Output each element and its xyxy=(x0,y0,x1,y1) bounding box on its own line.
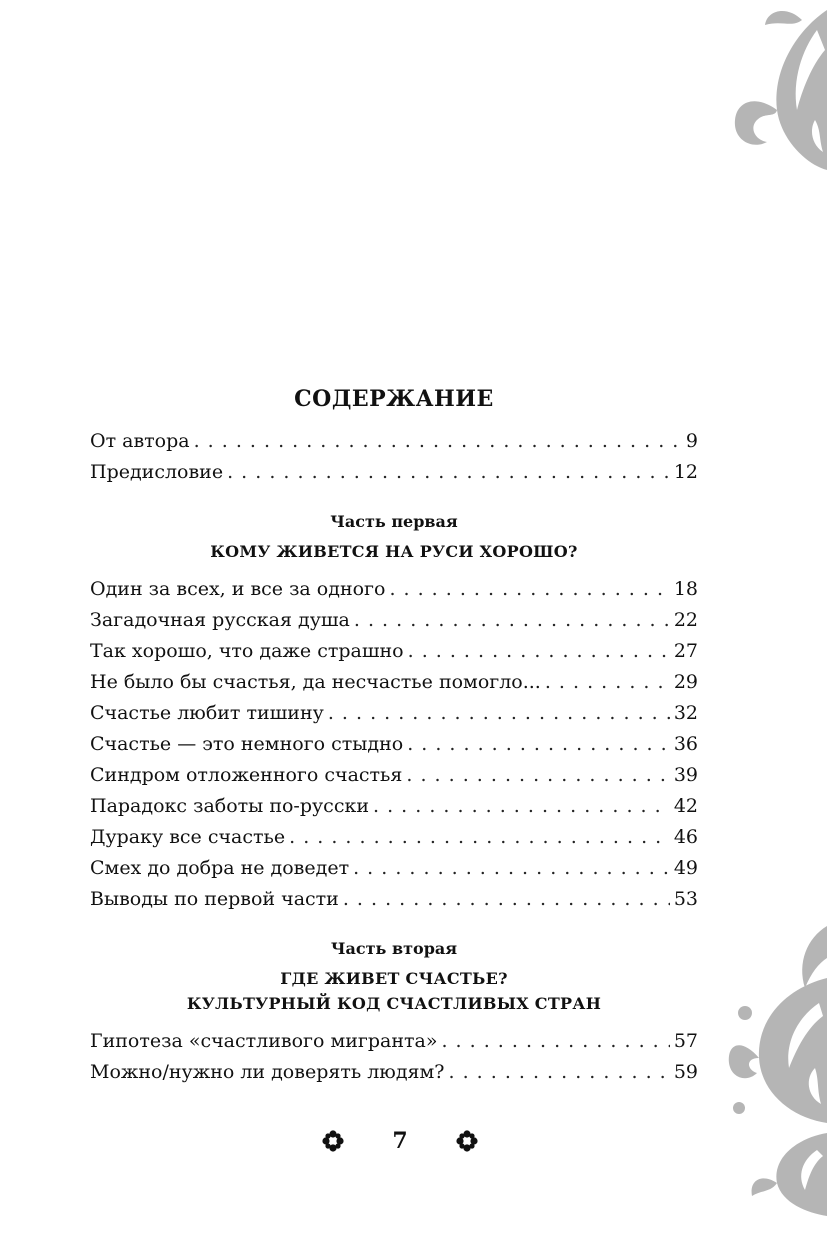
dot-leader xyxy=(449,1061,670,1083)
flower-icon xyxy=(322,1130,344,1152)
toc-entry-page: 9 xyxy=(685,430,698,452)
toc-entry-title: Парадокс заботы по-русски xyxy=(90,795,370,817)
toc-entry-page: 39 xyxy=(673,764,698,786)
part-label: Часть вторая xyxy=(330,939,458,958)
toc-entry-title: Счастье — это немного стыдно xyxy=(90,733,404,755)
toc-entry[interactable] xyxy=(90,1030,698,1061)
toc-entry[interactable] xyxy=(90,733,698,764)
toc-entry-page: 27 xyxy=(673,640,698,662)
toc-entry-title: Предисловие xyxy=(90,461,224,483)
toc-entry-title: Можно/нужно ли доверять людям? xyxy=(90,1061,445,1083)
toc-title: СОДЕРЖАНИЕ xyxy=(294,386,494,412)
toc-entry-title: Не было бы счастья, да несчастье помогло... xyxy=(90,671,541,693)
part-title-line: ГДЕ ЖИВЕТ СЧАСТЬЕ? xyxy=(280,969,508,988)
toc-entry-page: 53 xyxy=(673,888,698,910)
part-label: Часть первая xyxy=(330,512,458,531)
part-title xyxy=(90,966,698,1016)
toc-entry[interactable] xyxy=(90,702,698,733)
toc-entry-title: Счастье любит тишину xyxy=(90,702,324,724)
toc-entry-page: 57 xyxy=(673,1030,698,1052)
toc-part-one xyxy=(90,512,698,919)
toc-entry-page: 22 xyxy=(673,609,698,631)
toc-entry[interactable] xyxy=(90,826,698,857)
dot-leader xyxy=(408,640,670,662)
toc-entry[interactable] xyxy=(90,1061,698,1092)
toc-entry[interactable] xyxy=(90,888,698,919)
dot-leader xyxy=(328,702,670,724)
floral-ornament-icon xyxy=(727,918,827,1218)
dot-leader xyxy=(354,609,670,631)
floral-ornament-icon xyxy=(717,0,827,175)
toc-part-two xyxy=(90,939,698,1092)
toc-entry[interactable] xyxy=(90,609,698,640)
dot-leader xyxy=(194,430,682,452)
toc-entry-page: 59 xyxy=(673,1061,698,1083)
toc-entry[interactable] xyxy=(90,578,698,609)
toc-entry-title: Дураку все счастье xyxy=(90,826,286,848)
toc-entry-page: 18 xyxy=(673,578,698,600)
toc-entry-page: 32 xyxy=(673,702,698,724)
toc-entry-title: Гипотеза «счастливого мигранта» xyxy=(90,1030,438,1052)
toc-entry[interactable] xyxy=(90,795,698,826)
toc-entry[interactable] xyxy=(90,640,698,671)
toc-entry-title: Синдром отложенного счастья xyxy=(90,764,403,786)
page-number: 7 xyxy=(392,1128,408,1154)
dot-leader xyxy=(227,461,670,483)
toc-entry[interactable] xyxy=(90,430,698,461)
table-of-contents xyxy=(90,386,698,1092)
part-title xyxy=(90,539,698,564)
dot-leader xyxy=(343,888,670,910)
toc-entry-title: От автора xyxy=(90,430,190,452)
toc-entry[interactable] xyxy=(90,461,698,492)
part-title-line: КОМУ ЖИВЕТСЯ НА РУСИ ХОРОШО? xyxy=(210,542,578,561)
dot-leader xyxy=(353,857,670,879)
toc-entry-page: 46 xyxy=(673,826,698,848)
toc-entry-page: 42 xyxy=(673,795,698,817)
toc-entry-title: Выводы по первой части xyxy=(90,888,339,910)
toc-entry-title: Один за всех, и все за одного xyxy=(90,578,386,600)
toc-entry-page: 12 xyxy=(673,461,698,483)
flower-icon xyxy=(456,1130,478,1152)
part-title-line: КУЛЬТУРНЫЙ КОД СЧАСТЛИВЫХ СТРАН xyxy=(186,994,602,1013)
toc-entry-title: Смех до добра не доведет xyxy=(90,857,350,879)
dot-leader xyxy=(545,671,670,693)
toc-entry[interactable] xyxy=(90,857,698,888)
dot-leader xyxy=(441,1030,669,1052)
dot-leader xyxy=(289,826,670,848)
dot-leader xyxy=(389,578,669,600)
dot-leader xyxy=(407,733,670,755)
toc-entry-page: 29 xyxy=(673,671,698,693)
toc-entry-page: 36 xyxy=(673,733,698,755)
toc-entry-title: Загадочная русская душа xyxy=(90,609,350,631)
toc-intro-list xyxy=(90,430,698,492)
page-folio xyxy=(0,1128,800,1154)
toc-entry-title: Так хорошо, что даже страшно xyxy=(90,640,404,662)
dot-leader xyxy=(373,795,670,817)
dot-leader xyxy=(406,764,669,786)
toc-entry-page: 49 xyxy=(673,857,698,879)
toc-entry[interactable] xyxy=(90,671,698,702)
toc-entry[interactable] xyxy=(90,764,698,795)
